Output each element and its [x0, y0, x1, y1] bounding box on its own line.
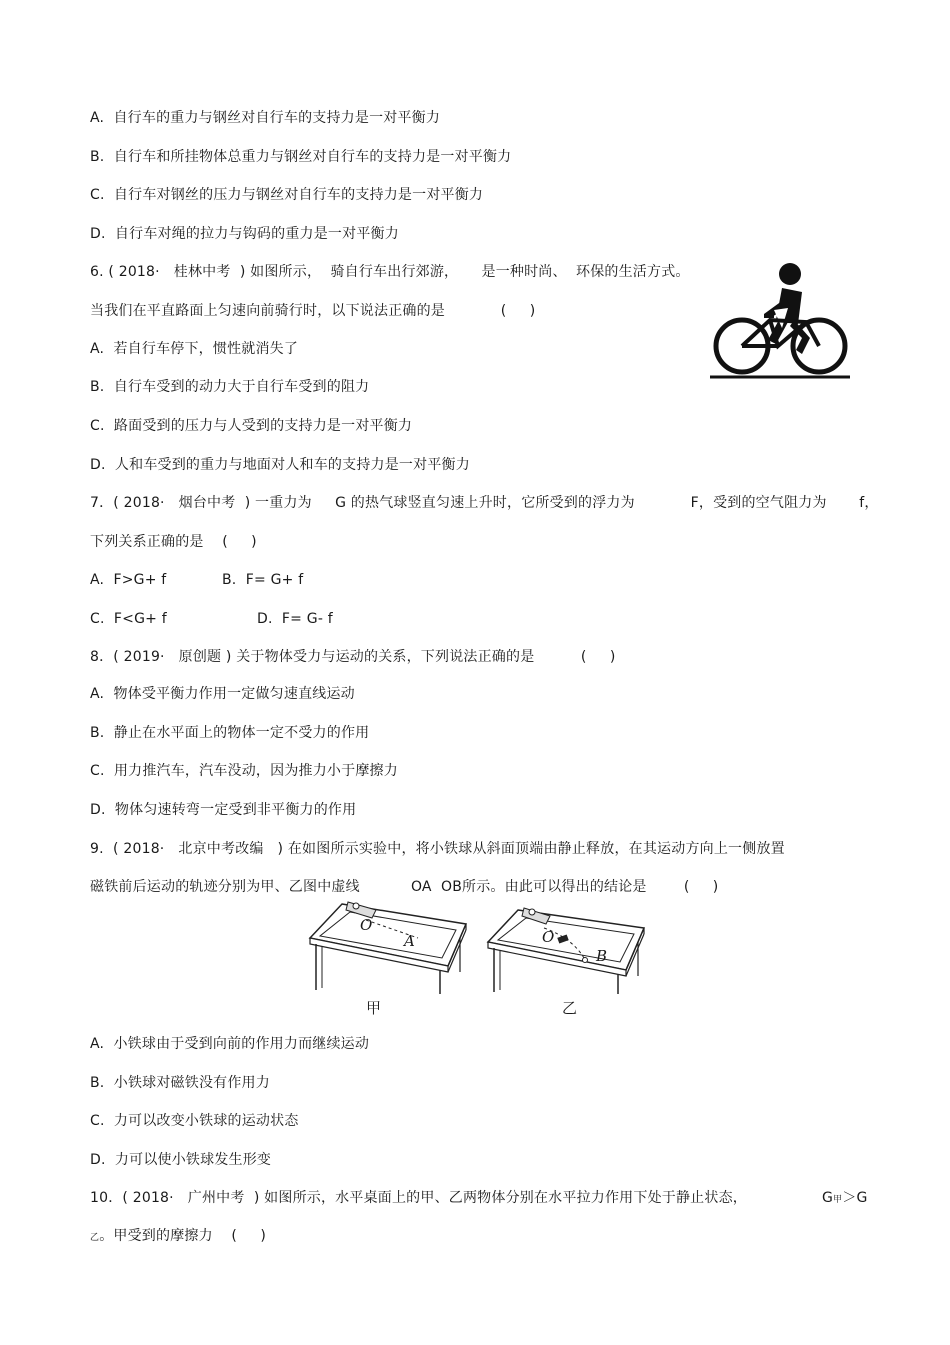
q6-option-b: B. 自行车受到的动力大于自行车受到的阻力	[90, 379, 370, 395]
q5-option-b: B. 自行车和所挂物体总重力与钢丝对自行车的支持力是一对平衡力	[90, 149, 512, 165]
q8-option-d: D. 物体匀速转弯一定受到非平衡力的作用	[90, 802, 357, 818]
q6-stem-line2: 当我们在平直路面上匀速向前骑行时，以下说法正确的是 ( )	[90, 303, 536, 319]
figure-yi-caption: 乙	[562, 999, 578, 1017]
figure-jia	[306, 898, 470, 994]
q9-option-c: C. 力可以改变小铁球的运动状态	[90, 1113, 299, 1129]
q6-option-d: D. 人和车受到的重力与地面对人和车的支持力是一对平衡力	[90, 457, 470, 473]
q10-stem-line2	[90, 1226, 266, 1248]
q5-option-c: C. 自行车对钢丝的压力与钢丝对自行车的支持力是一对平衡力	[90, 187, 484, 203]
cyclist-icon	[706, 258, 852, 382]
table-magnet-diagram	[486, 906, 648, 994]
q7-option-d: D. F= G- f	[257, 611, 333, 627]
q10-gravity-relation	[822, 1188, 868, 1210]
q8-stem: 8．( 2019· 原创题 ) 关于物体受力与运动的关系，下列说法正确的是 ( )	[90, 649, 616, 665]
point-o-label-jia: O	[360, 916, 373, 934]
q7-option-a: A. F>G+ f	[90, 572, 167, 588]
cyclist-figure	[706, 258, 852, 382]
q7-option-c: C. F<G+ f	[90, 611, 167, 627]
q10-g-rel: ＞G	[842, 1190, 868, 1206]
q5-option-a: A. 自行车的重力与钢丝对自行车的支持力是一对平衡力	[90, 110, 441, 126]
point-b-label: B	[596, 947, 608, 965]
point-a-label: A	[404, 932, 415, 950]
q7-stem-line1: 7．( 2018· 烟台中考 ) 一重力为 G 的热气球竖直匀速上升时，它所受到的浮力为 F，受到的空气阻力为 f，	[90, 495, 879, 511]
q8-option-b: B. 静止在水平面上的物体一定不受力的作用	[90, 725, 370, 741]
q8-option-c: C. 用力推汽车，汽车没动，因为推力小于摩擦力	[90, 763, 398, 779]
q10-g-sub-jia: 甲	[833, 1195, 843, 1205]
q10-stem-line2-text: 。甲受到的摩擦力 ( )	[99, 1228, 266, 1244]
q6-option-c: C. 路面受到的压力与人受到的支持力是一对平衡力	[90, 418, 413, 434]
q5-option-d: D. 自行车对绳的拉力与钩码的重力是一对平衡力	[90, 226, 399, 242]
figure-jia-caption: 甲	[366, 999, 382, 1017]
figure-yi	[486, 906, 648, 994]
q9-option-d: D. 力可以使小铁球发生形变	[90, 1152, 272, 1168]
q6-stem-line1: 6. ( 2018· 桂林中考 ) 如图所示， 骑自行车出行郊游， 是一种时尚、 环保的生活方式。	[90, 264, 690, 280]
q9-option-a: A. 小铁球由于受到向前的作用力而继续运动	[90, 1036, 370, 1052]
q9-stem-line2: 磁铁前后运动的轨迹分别为甲、乙图中虚线 OA OB所示。由此可以得出的结论是 ( )	[90, 879, 719, 895]
q9-stem-line1: 9. ( 2018· 北京中考改编 ) 在如图所示实验中，将小铁球从斜面顶端由静止释放，在其运动方向上一侧放置	[90, 841, 785, 857]
q7-stem-line2: 下列关系正确的是 ( )	[90, 534, 257, 550]
point-o-label-yi: O	[542, 928, 555, 946]
q10-g-main: G	[822, 1190, 834, 1206]
q10-g-sub-yi: 乙	[90, 1233, 100, 1243]
q7-option-b: B. F= G+ f	[222, 572, 304, 588]
q6-option-a: A. 若自行车停下，惯性就消失了	[90, 341, 299, 357]
q8-option-a: A. 物体受平衡力作用一定做匀速直线运动	[90, 686, 355, 702]
table-incline-diagram	[306, 898, 470, 994]
q9-option-b: B. 小铁球对磁铁没有作用力	[90, 1075, 270, 1091]
q10-stem-line1: 10．( 2018· 广州中考 ) 如图所示，水平桌面上的甲、乙两物体分别在水平拉力作用下处于静止状态，	[90, 1190, 747, 1206]
